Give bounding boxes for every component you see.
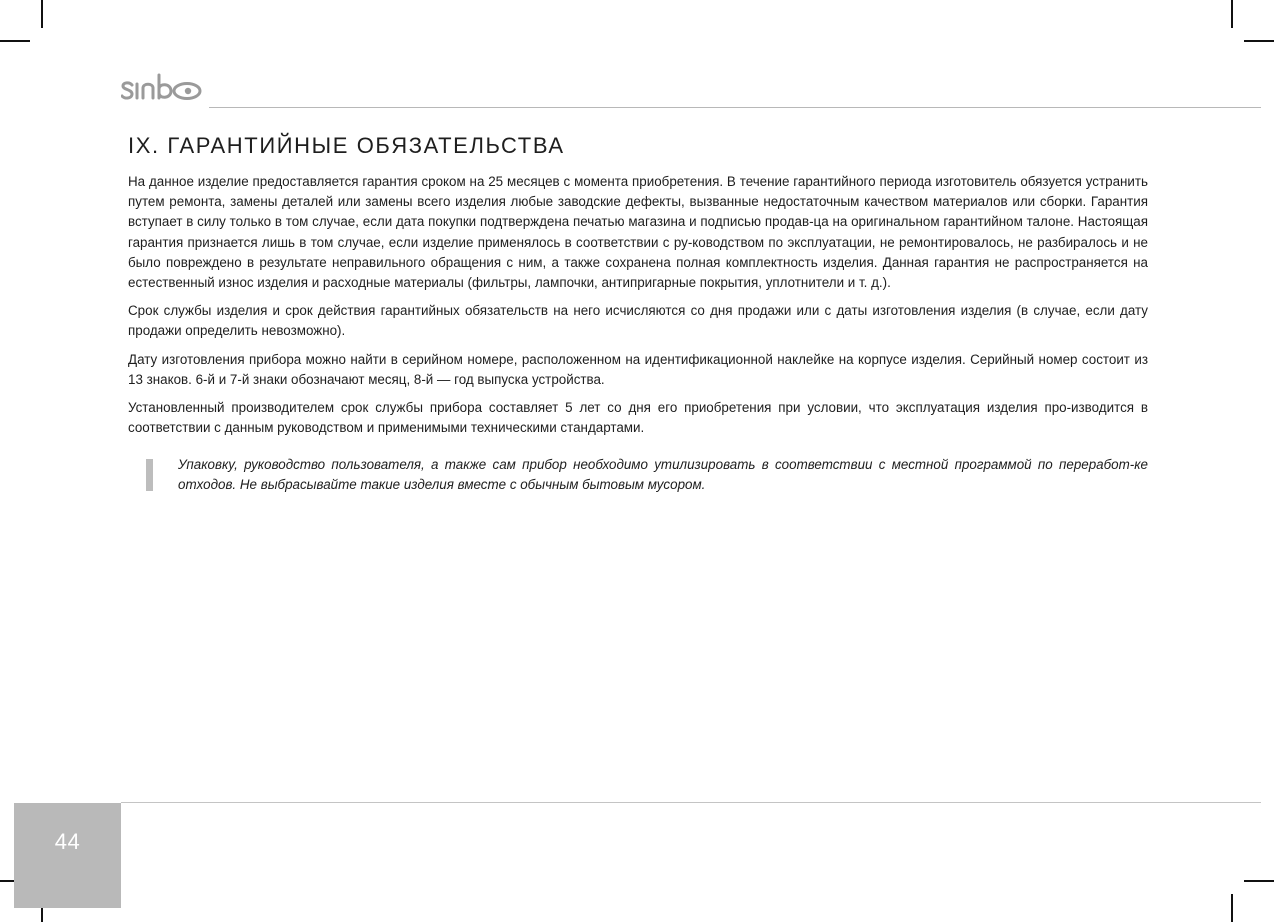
crop-mark (0, 40, 30, 42)
paragraph-lifetime: Установленный производителем срок службы прибора составляет 5 лет со дня его приобретения при условии, что эксплуатация изделия про-изводится в соответствии с данным руководством и применимыми техническими стандартами. (128, 400, 1148, 436)
page-number: 44 (54, 829, 81, 854)
page-number-box (14, 803, 121, 908)
sinbo-logo (121, 70, 211, 110)
paragraph-manufacture-date: Дату изготовления прибора можно найти в серийном номере, расположенном на идентификационной наклейке на корпусе изделия. Серийный номер состоит из 13 знаков. 6-й и 7-й знаки обозначают месяц, 8-й — год выпуска устройства. (128, 351, 1148, 387)
crop-mark (1244, 40, 1274, 42)
recycling-note (146, 455, 1148, 494)
header-rule (209, 107, 1261, 108)
crop-mark (1244, 880, 1274, 882)
paragraph-service-life: Срок службы изделия и срок действия гарантийных обязательств на него исчисляются со дня продажи или с даты изготовления изделия (в случае, если дату продажи определить невозможно). (128, 303, 1148, 339)
note-text: Упаковку, руководство пользователя, а также сам прибор необходимо утилизировать в соответствии с местной программой по переработ-ке отходов. Не выбрасывайте такие изделия вместе с обычным бытовым мусором. (178, 457, 1148, 492)
paragraph-warranty-terms: На данное изделие предоставляется гарантия сроком на 25 месяцев с момента приобретения. В течение гарантийного периода изготовитель обязуется устранить путем ремонта, замены деталей или замены всего изделия любые заводские дефекты, вызванные недостаточным качеством материалов или сборки. Гарантия вступает в силу только в том случае, если дата покупки подтверждена печатью магазина и подписью продав-ца на оригинальном гарантийном талоне. Настоящая гарантия признается лишь в том случае, если изделие применялось в соответствии с ру-ководством по эксплуатации, не ремонтировалось, не разбиралось и не было повреждено в результате неправильного обращения с ним, а также сохранена полная комплектность изделия. Данная гарантия не распространяется на естественный износ изделия и расходные материалы (фильтры, лампочки, антипригарные покрытия, уплотнители и т. д.). (128, 174, 1148, 291)
warranty-body (128, 172, 1148, 446)
crop-mark (1231, 0, 1233, 28)
crop-mark (1231, 894, 1233, 922)
footer-rule (121, 802, 1261, 803)
note-bar (146, 459, 153, 491)
section-title: IX. ГАРАНТИЙНЫЕ ОБЯЗАТЕЛЬСТВА (128, 133, 565, 158)
crop-mark (41, 0, 43, 28)
